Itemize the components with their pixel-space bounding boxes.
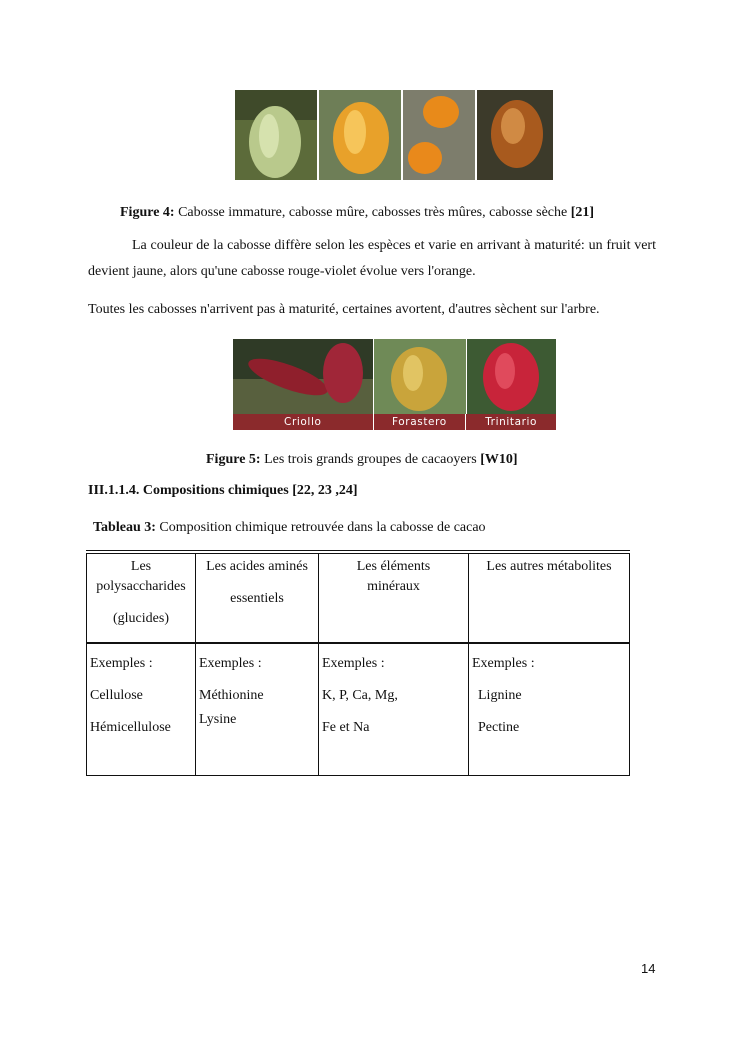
header-minerals bbox=[319, 554, 469, 644]
pod-dry-image bbox=[477, 90, 553, 180]
cell-text: Lignine bbox=[478, 688, 522, 703]
header-text: Les éléments bbox=[356, 559, 431, 574]
section-heading: III.1.1.4. Compositions chimiques [22, 23 ,24] bbox=[88, 483, 358, 498]
figure-4-text: Cabosse immature, cabosse mûre, cabosses très mûres, cabosse sèche bbox=[174, 205, 571, 220]
figure-5-text: Les trois grands groupes de cacaoyers bbox=[260, 452, 481, 467]
header-text: Les autres métabolites bbox=[486, 559, 612, 574]
header-text: (glucides) bbox=[113, 611, 169, 626]
label-trinitario: Trinitario bbox=[465, 414, 556, 430]
header-text: minéraux bbox=[367, 579, 420, 594]
figure-5-caption bbox=[206, 452, 518, 468]
cacao-groups-image bbox=[233, 339, 556, 414]
table-caption bbox=[93, 520, 486, 536]
figure-5-label: Figure 5: bbox=[206, 452, 261, 467]
table-top-rule bbox=[86, 550, 630, 551]
cell-text: Fe et Na bbox=[322, 720, 370, 735]
table-bottom-rule bbox=[86, 775, 630, 776]
cell-text: Exemples : bbox=[472, 656, 535, 671]
figure-4-images bbox=[235, 90, 553, 180]
header-other-metabolites bbox=[469, 554, 630, 644]
cell-minerals bbox=[319, 644, 469, 776]
label-criollo: Criollo bbox=[284, 416, 322, 428]
cell-text: Méthionine bbox=[199, 688, 264, 703]
pods-very-ripe-image bbox=[403, 90, 475, 180]
header-text: Les acides aminés bbox=[206, 559, 308, 574]
header-text: essentiels bbox=[230, 591, 284, 606]
figure-4-ref: [21] bbox=[570, 205, 595, 220]
table-header-double-rule bbox=[86, 642, 630, 643]
cell-text: K, P, Ca, Mg, bbox=[322, 688, 398, 703]
page-number: 14 bbox=[641, 961, 656, 976]
header-text: Les bbox=[130, 559, 152, 574]
cell-amino-acids bbox=[196, 644, 319, 776]
figure-4-caption bbox=[120, 205, 594, 221]
table-header-row bbox=[87, 554, 630, 644]
paragraph-2: Toutes les cabosses n'arrivent pas à maturité, certaines avortent, d'autres sèchent sur l'arbre. bbox=[88, 302, 600, 317]
label-forastero: Forastero bbox=[373, 414, 466, 430]
figure-5-ref: [W10] bbox=[480, 452, 518, 467]
pod-ripe-image bbox=[319, 90, 401, 180]
composition-table bbox=[86, 553, 630, 776]
cell-text: Pectine bbox=[478, 720, 520, 735]
cell-other-metabolites bbox=[469, 644, 630, 776]
table-caption-text: Composition chimique retrouvée dans la cabosse de cacao bbox=[155, 520, 486, 535]
cell-text: Cellulose bbox=[90, 688, 143, 703]
table-row bbox=[87, 644, 630, 776]
table-caption-label: Tableau 3: bbox=[93, 520, 156, 535]
figure-5-images bbox=[233, 339, 556, 430]
cell-text: Exemples : bbox=[322, 656, 385, 671]
header-polysaccharides bbox=[87, 554, 196, 644]
cacao-groups-label-bar bbox=[233, 414, 556, 430]
cell-text: Lysine bbox=[199, 712, 237, 727]
figure-4-label: Figure 4: bbox=[120, 205, 175, 220]
pod-immature-image bbox=[235, 90, 317, 180]
cell-text: Hémicellulose bbox=[90, 720, 171, 735]
cell-text: Exemples : bbox=[90, 656, 153, 671]
paragraph-1: La couleur de la cabosse diffère selon les espèces et varie en arrivant à maturité: un fruit vert devient jaune, alors qu'une cabosse rouge-violet évolue vers l'orange. bbox=[88, 238, 656, 279]
header-text: polysaccharides bbox=[96, 579, 186, 594]
cell-text: Exemples : bbox=[199, 656, 262, 671]
cell-polysaccharides bbox=[87, 644, 196, 776]
header-amino-acids bbox=[196, 554, 319, 644]
